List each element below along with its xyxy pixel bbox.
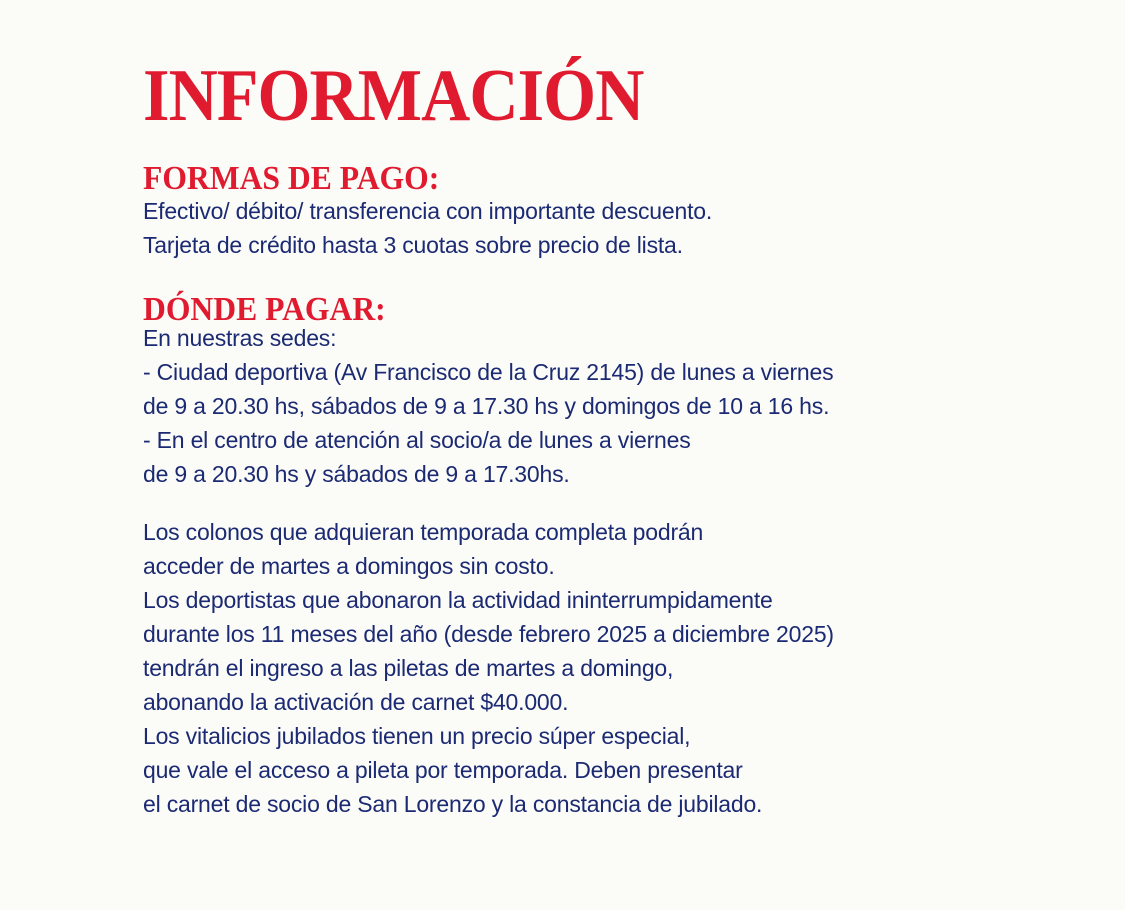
text-line: En nuestras sedes: — [143, 325, 337, 351]
text-line: Efectivo/ débito/ transferencia con importante descuento. — [143, 198, 713, 224]
text-line: Tarjeta de crédito hasta 3 cuotas sobre precio de lista. — [143, 232, 683, 258]
text-line: durante los 11 meses del año (desde febrero 2025 a diciembre 2025) — [143, 621, 834, 647]
where-to-pay-text — [143, 321, 1043, 491]
payment-methods-text — [143, 194, 1043, 262]
text-line: de 9 a 20.30 hs y sábados de 9 a 17.30hs. — [143, 461, 570, 487]
text-line: tendrán el ingreso a las piletas de martes a domingo, — [143, 655, 674, 681]
text-line: Los deportistas que abonaron la actividad ininterrumpidamente — [143, 587, 773, 613]
where-to-pay-heading: DÓNDE PAGAR: — [143, 291, 386, 328]
payment-methods-heading: FORMAS DE PAGO: — [143, 160, 440, 197]
text-line: Los vitalicios jubilados tienen un precio súper especial, — [143, 723, 691, 749]
additional-info-text — [143, 515, 1043, 821]
page-title: INFORMACIÓN — [143, 55, 644, 137]
info-page — [143, 56, 1043, 821]
text-line: Los colonos que adquieran temporada completa podrán — [143, 519, 704, 545]
where-to-pay-section — [143, 291, 1043, 491]
text-line: el carnet de socio de San Lorenzo y la constancia de jubilado. — [143, 791, 763, 817]
payment-methods-section — [143, 160, 1043, 262]
additional-info-section — [143, 515, 1043, 821]
text-line: que vale el acceso a pileta por temporada. Deben presentar — [143, 757, 743, 783]
text-line: - En el centro de atención al socio/a de lunes a viernes — [143, 427, 691, 453]
text-line: abonando la activación de carnet $40.000. — [143, 689, 569, 715]
text-line: acceder de martes a domingos sin costo. — [143, 553, 555, 579]
text-line: - Ciudad deportiva (Av Francisco de la Cruz 2145) de lunes a viernes — [143, 359, 834, 385]
text-line: de 9 a 20.30 hs, sábados de 9 a 17.30 hs y domingos de 10 a 16 hs. — [143, 393, 830, 419]
